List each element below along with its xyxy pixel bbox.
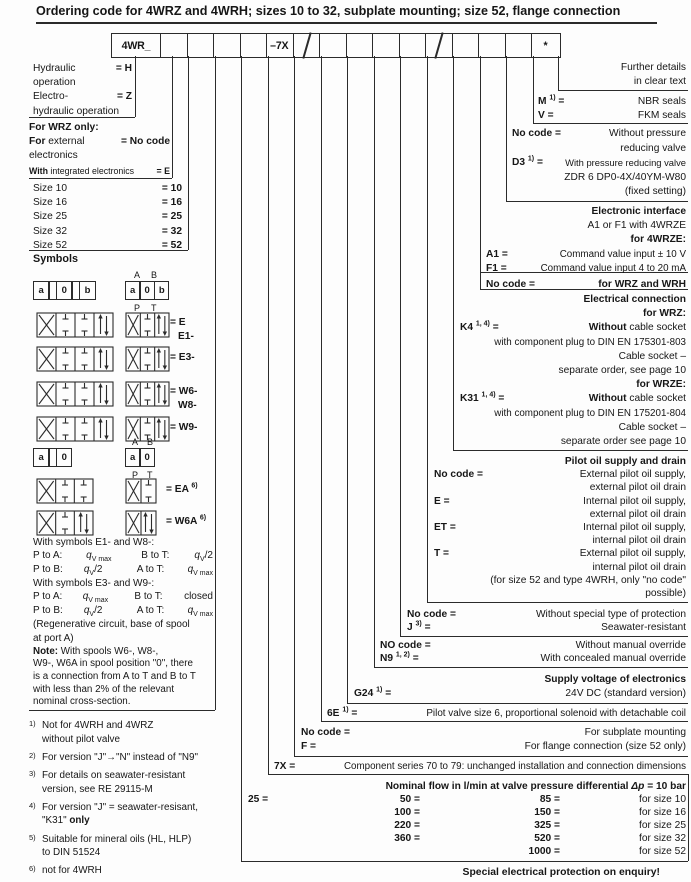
code-cell-4	[240, 34, 267, 57]
wrz-label2: electronics	[29, 150, 78, 162]
title-underline	[36, 22, 657, 24]
connector-hline	[506, 201, 688, 202]
code-cell-2	[187, 34, 214, 57]
connector-hline	[268, 774, 689, 775]
symbol-label-e: = E	[170, 317, 186, 328]
port-a2-label: A	[132, 437, 139, 447]
connector-vline	[172, 56, 173, 178]
operation-label2: operation	[33, 77, 76, 89]
code-cell-14	[505, 34, 532, 57]
size-32-label: Size 32	[33, 225, 67, 237]
wrz-heading: For WRZ only:	[29, 122, 99, 133]
valve-symbol-compact-2	[125, 381, 170, 407]
size-32-code: = 32	[161, 225, 182, 237]
spool-position-compact-cell: 0	[140, 281, 155, 300]
code-cell-5: –7X	[270, 39, 289, 52]
spool-position-compact-cell: a	[125, 281, 140, 300]
regen-line2: at port A)	[33, 632, 74, 644]
section-nominal-flow: Nominal flow in l/min at valve pressure differential Δp = 10 bar 25 = 50 = 85 = for size 10 100 = 150 = for size 16 220 = 325 = for size 25 360 = 520 = for size 32 1000 = for size 52	[248, 781, 686, 857]
further-line1: Further details	[620, 62, 686, 73]
valve-symbol-ea-compact	[125, 478, 157, 504]
valve-symbol-wide-0	[36, 312, 114, 338]
section-electronic-interface: Electronic interface A1 or F1 with 4WRZE for 4WRZE: A1 = Command value input ± 10 V F1 = Command value input 4 to 20 mA No code = for WRZ and WRH	[486, 206, 686, 291]
port-b-label: B	[151, 270, 158, 280]
section-operation	[33, 62, 132, 119]
connector-vline	[453, 56, 454, 450]
code-separator-slash	[425, 34, 452, 57]
code-cell-7	[319, 34, 346, 57]
seal-fkm: FKM seals	[637, 110, 686, 122]
connection-heading: Electrical connection	[583, 294, 686, 305]
spool-position-compact-2pos-cell: a	[125, 448, 140, 467]
code-cell-15: *	[543, 39, 548, 52]
port-p-label: P	[134, 303, 141, 313]
footnote-6: 6) not for 4WRH	[29, 864, 102, 877]
flow-notes-heading1: With symbols E1- and W8-:	[33, 537, 155, 548]
code-cell-13	[478, 34, 505, 57]
connector-vline	[215, 56, 216, 710]
symbol-label-e3: = E3-	[170, 352, 195, 363]
valve-symbol-compact-1	[125, 346, 170, 372]
code-cell-8	[346, 34, 373, 57]
section-pilot-valve: 6E $^{1)}$ = Pilot valve size 6, proportional solenoid with detachable coil	[327, 706, 686, 719]
size-52-code: = 52	[161, 239, 182, 251]
port-a-label: A	[134, 270, 141, 280]
connector-vline	[321, 56, 322, 721]
further-line2: in clear text	[633, 76, 686, 88]
symbol-label-w9: = W9-	[170, 422, 198, 433]
size-10-code: = 10	[161, 183, 182, 194]
connector-vline	[427, 56, 428, 602]
port-t-label: T	[151, 303, 157, 313]
section-pilot-oil: Pilot oil supply and drain No code = External pilot oil supply, external pilot oil drain E = Internal pilot oil supply, external pilot oil drain ET = Internal pilot oil supply, internal pilot oil drain T = External pilot oil supply, internal pilot oil drain (for size 52 and type 4WRH, only "no code" possible)	[434, 456, 686, 600]
connector-vline	[506, 56, 507, 201]
footnote-1: 1) Not for 4WRH and 4WRZ without pilot valve	[29, 719, 154, 745]
connector-hline	[427, 602, 689, 603]
pilot-heading: Pilot oil supply and drain	[564, 456, 686, 467]
connector-hline	[29, 710, 215, 711]
code-cell-12	[452, 34, 479, 57]
spool-position-compact-cell: b	[154, 281, 169, 300]
code-cell-0: 4WR_	[121, 39, 151, 52]
connector-vline	[688, 774, 689, 861]
code-cell-1	[160, 34, 187, 57]
footnote-2: 2) For version "J"→"N" instead of "N9"	[29, 750, 199, 763]
connector-hline	[374, 667, 689, 668]
port-b2-label: B	[147, 437, 154, 447]
connector-hline	[400, 636, 688, 637]
symbol-label-w6: = W6-	[170, 386, 198, 397]
size-16-label: Size 16	[33, 197, 67, 209]
code-cell-9	[372, 34, 399, 57]
symbol-label-e1: E1-	[178, 331, 194, 342]
spool-position-wide-cell: b	[79, 281, 95, 300]
valve-symbol-w6a-wide	[36, 510, 94, 536]
port-t2-label: T	[147, 470, 153, 480]
section-supply-voltage: Supply voltage of electronics G24 $^{1)}$ = 24V DC (standard version)	[354, 674, 686, 699]
spool-position-wide-cell: 0	[56, 281, 72, 300]
connector-hline	[294, 756, 688, 757]
connector-hline	[29, 178, 172, 179]
section-flow-notes: With symbols E1- and W8-: P to A: $q_{V max}$ B to T: $q_V/2$ P to B: $q_V/2$ A to T: $q_{V max}$ With symbols E3- and W9-: P to A: $q_{V max}$ B to T: closed P to B: $q_V/2$ A to T: $q_{V max}$ (Regenerative circuit, base of spool at port A) Note: With spools W6-, W8-, W9-, W6A in spool position "0", there is a connection from A to T and B to T with less than 2% of the relevant nominal cross-section.	[33, 537, 213, 708]
port-p2-label: P	[132, 470, 139, 480]
valve-symbol-wide-1	[36, 346, 114, 372]
ordering-code-row	[111, 33, 561, 58]
valve-symbol-w6a-compact	[125, 510, 157, 536]
code-cell-3	[213, 34, 240, 57]
operation-code-h: = H	[115, 63, 132, 74]
wrz-code-e: = E	[156, 165, 170, 176]
code-separator-slash	[293, 34, 320, 57]
operation-code-z: = Z	[116, 91, 132, 103]
footnote-3: 3) For details on seawater-resistant version, see RE 29115-M	[29, 768, 186, 795]
flow-notes-heading2: With symbols E3- and W9-:	[33, 578, 155, 590]
spool-position-wide-cell: a	[33, 281, 49, 300]
valve-symbol-compact-0	[125, 312, 170, 338]
special-protection-note: Special electrical protection on enquiry!	[462, 867, 660, 878]
connector-vline	[374, 56, 375, 667]
symbols-heading: Symbols	[33, 253, 79, 265]
size-16-code: = 16	[161, 197, 182, 209]
footnote-5: 5) Suitable for mineral oils (HL, HLP) to DIN 51524	[29, 832, 192, 859]
valve-symbol-wide-3	[36, 416, 114, 442]
symbol-label-w8: W8-	[178, 400, 197, 411]
section-component-series: 7X = Component series 70 to 79: unchanged installation and connection dimensions	[274, 761, 686, 772]
footnote-4: 4) For version "J" = seawater-resisant, "K31" only	[29, 800, 199, 827]
size-52-label: Size 52	[33, 239, 67, 251]
connector-vline	[135, 56, 136, 117]
spool-position-wide-2pos-cell: 0	[56, 448, 72, 467]
section-seals: M $^{1)}$ = NBR seals V = FKM seals	[538, 95, 686, 123]
connector-hline	[241, 861, 688, 862]
symbol-label-w6a: = W6A $^{6)}$	[166, 514, 207, 527]
operation-label4: hydraulic operation	[33, 105, 120, 117]
connector-vline	[294, 56, 295, 756]
section-protection: No code = Without special type of protection J $^{3)}$ = Seawater-resistant	[407, 609, 686, 634]
connector-vline	[480, 56, 481, 289]
section-sizes	[33, 182, 182, 253]
section-wrz-electronics: For WRZ only: For external = No code electronics With integrated electronics = E	[29, 121, 170, 178]
size-10-label: Size 10	[33, 183, 67, 194]
spool-position-compact-2pos-cell: 0	[140, 448, 155, 467]
connector-hline	[321, 721, 689, 722]
connector-hline	[453, 450, 688, 451]
size-25-label: Size 25	[33, 211, 67, 223]
section-pressure-reducing: No code = Without pressure reducing valve D3 $^{1)}$ = With pressure reducing valve ZDR 6 DP0-4X/40YM-W80 (fixed setting)	[512, 128, 686, 197]
connector-vline	[558, 56, 559, 90]
connector-vline	[533, 56, 534, 123]
section-mounting: No code = For subplate mounting F = For flange connection (size 52 only)	[301, 727, 686, 752]
code-cell-10	[399, 34, 426, 57]
size-25-code: = 25	[161, 211, 182, 223]
interface-heading: Electronic interface	[591, 206, 686, 217]
footnotes	[29, 719, 243, 882]
spool-position-wide-2pos-cell: a	[33, 448, 49, 467]
page-title: Ordering code for 4WRZ and 4WRH; sizes 10 to 32, subplate mounting; size 52, flange connection	[36, 4, 621, 18]
section-further-details	[560, 61, 686, 89]
section-electrical-connection: Electrical connection for WRZ: K4 $^{1, 4)}$ = Without cable socket with component plug to DIN EN 175301-803 Cable socket – separate order, see page 10 for WRZE: K31 $^{1, 4)}$ = Without cable socket with component plug to DIN EN 175201-804 Cable socket – separate order see page 10	[460, 294, 686, 448]
connector-hline	[347, 703, 688, 704]
operation-label: Hydraulic	[33, 63, 76, 74]
flow-25: 25 =	[248, 794, 269, 805]
regen-line1: (Regenerative circuit, base of spool	[33, 619, 190, 631]
supply-heading: Supply voltage of electronics	[544, 674, 686, 685]
section-manual-override: NO code = Without manual override N9 $^{1, 2)}$ = With concealed manual override	[380, 640, 686, 665]
valve-symbol-wide-2	[36, 381, 114, 407]
connector-vline	[347, 56, 348, 703]
connector-hline	[558, 90, 689, 91]
symbol-label-ea: = EA $^{6)}$	[166, 482, 198, 495]
valve-symbol-compact-3	[125, 416, 170, 442]
valve-symbol-ea-wide	[36, 478, 94, 504]
connector-vline	[268, 56, 269, 774]
operation-label3: Electro-	[33, 91, 69, 103]
connector-vline	[400, 56, 401, 636]
seal-nbr: NBR seals	[637, 96, 686, 107]
wrz-code-nocode: = No code	[121, 136, 170, 148]
connector-vline	[188, 56, 189, 250]
spool-note: Note: With spools W6-, W8-, W9-, W6A in spool position "0", there is a connection from A to T and B to T with less than 2% of the relevant nominal cross-section.	[33, 645, 196, 708]
